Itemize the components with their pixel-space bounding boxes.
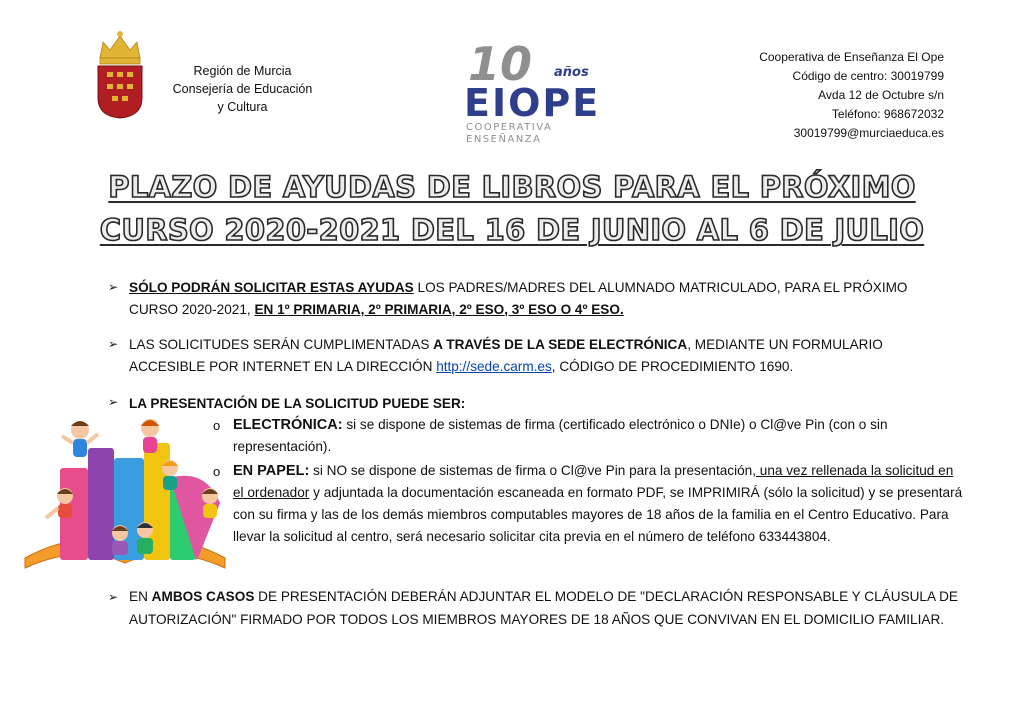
arrow-bullet-icon: ➢ [108, 280, 119, 294]
school-logo [462, 38, 602, 144]
paper-text-2: y adjuntada la documentación escaneada en formato PDF, se IMPRIMIRÁ (sólo la solicitud) y se presentará con su firma y las de los demás miembros computables mayores de 18 años de la familia en el Centro Educativo. Para llevar la solicitud al centro, será necesario solicitar cita previa en el número de teléfono 633443804. [233, 485, 963, 544]
logo-line2: ENSEÑANZA [466, 134, 542, 144]
declaration-text-2: DE PRESENTACIÓN DEBERÁN ADJUNTAR EL MODELO DE "DECLARACIÓN RESPONSABLE Y CLÁUSULA DE AUTORIZACIÓN" FIRMADO POR TODOS LOS MIEMBROS MAYORES DE 18 AÑOS QUE CONVIVAN EN EL DOMICILIO FAMILIAR. [129, 589, 958, 627]
declaration-emphasis: AMBOS CASOS [151, 589, 255, 604]
presentation-heading [129, 393, 959, 415]
submission-paragraph [129, 334, 959, 377]
paper-option [233, 460, 963, 548]
paper-label: EN PAPEL: [233, 463, 310, 479]
region-line: Consejería de Educación [172, 82, 313, 96]
region-line: Región de Murcia [193, 64, 292, 78]
declaration-paragraph [129, 586, 959, 631]
electronic-text: si se dispone de sistemas de firma (certificado electrónico o DNIe) o Cl@ve Pin (con o sin representación). [233, 417, 888, 454]
title-line-2: CURSO 2020-2021 DEL 16 DE JUNIO AL 6 DE JULIO [99, 213, 925, 247]
school-line: Teléfono: 968672032 [831, 107, 944, 121]
eligibility-paragraph [129, 277, 959, 320]
submission-emphasis: A TRAVÉS DE LA SEDE ELECTRÓNICA [433, 337, 688, 352]
submission-text-2: , MEDIANTE UN FORMULARIO ACCESIBLE POR INTERNET EN LA DIRECCIÓN [129, 337, 883, 374]
presentation-heading-text: LA PRESENTACIÓN DE LA SOLICITUD PUEDE SER: [129, 396, 466, 411]
logo-number: 10 [468, 38, 533, 91]
sede-link[interactable]: http://sede.carm.es [436, 358, 552, 374]
region-block [160, 62, 325, 116]
logo-anos: años [554, 65, 589, 80]
title-line-1: PLAZO DE AYUDAS DE LIBROS PARA EL PRÓXIMO [108, 170, 916, 204]
circle-bullet-icon: o [213, 418, 221, 433]
arrow-bullet-icon: ➢ [108, 337, 119, 351]
paper-text: si NO se dispone de sistemas de firma o Cl@ve Pin para la presentación [309, 463, 753, 478]
arrow-bullet-icon: ➢ [108, 395, 119, 409]
paper-underlined: , una vez rellenada la solicitud en el ordenador [233, 463, 954, 500]
electronic-option [233, 414, 963, 458]
page-title [60, 166, 964, 252]
arrow-bullet-icon: ➢ [108, 590, 119, 604]
declaration-text: EN [129, 589, 152, 604]
electronic-label: ELECTRÓNICA: [233, 417, 343, 433]
submission-text: LAS SOLICITUDES SERÁN CUMPLIMENTADAS [129, 337, 434, 352]
school-email: 30019799@murciaeduca.es [793, 126, 944, 140]
logo-name: EIOPE [464, 81, 601, 125]
school-line: Código de centro: 30019799 [792, 69, 944, 83]
school-line: Cooperativa de Enseñanza El Ope [759, 50, 944, 64]
eligibility-courses: EN 1º PRIMARIA, 2º PRIMARIA, 2º ESO, 3º ESO O 4º ESO. [254, 301, 624, 317]
circle-bullet-icon: o [213, 464, 221, 479]
region-murcia-crest-icon [95, 28, 145, 120]
submission-text-3: , CÓDIGO DE PROCEDIMIENTO 1690. [551, 358, 794, 374]
school-info [759, 48, 944, 143]
region-line: y Cultura [217, 100, 268, 114]
kids-books-illustration [20, 408, 230, 578]
eligibility-text: LOS PADRES/MADRES DEL ALUMNADO MATRICULADO, PARA EL PRÓXIMO CURSO 2020-2021, [129, 280, 908, 317]
eligibility-lead: SÓLO PODRÁN SOLICITAR ESTAS AYUDAS [129, 280, 414, 295]
school-line: Avda 12 de Octubre s/n [818, 88, 944, 102]
logo-line1: COOPERATIVA [466, 122, 553, 133]
